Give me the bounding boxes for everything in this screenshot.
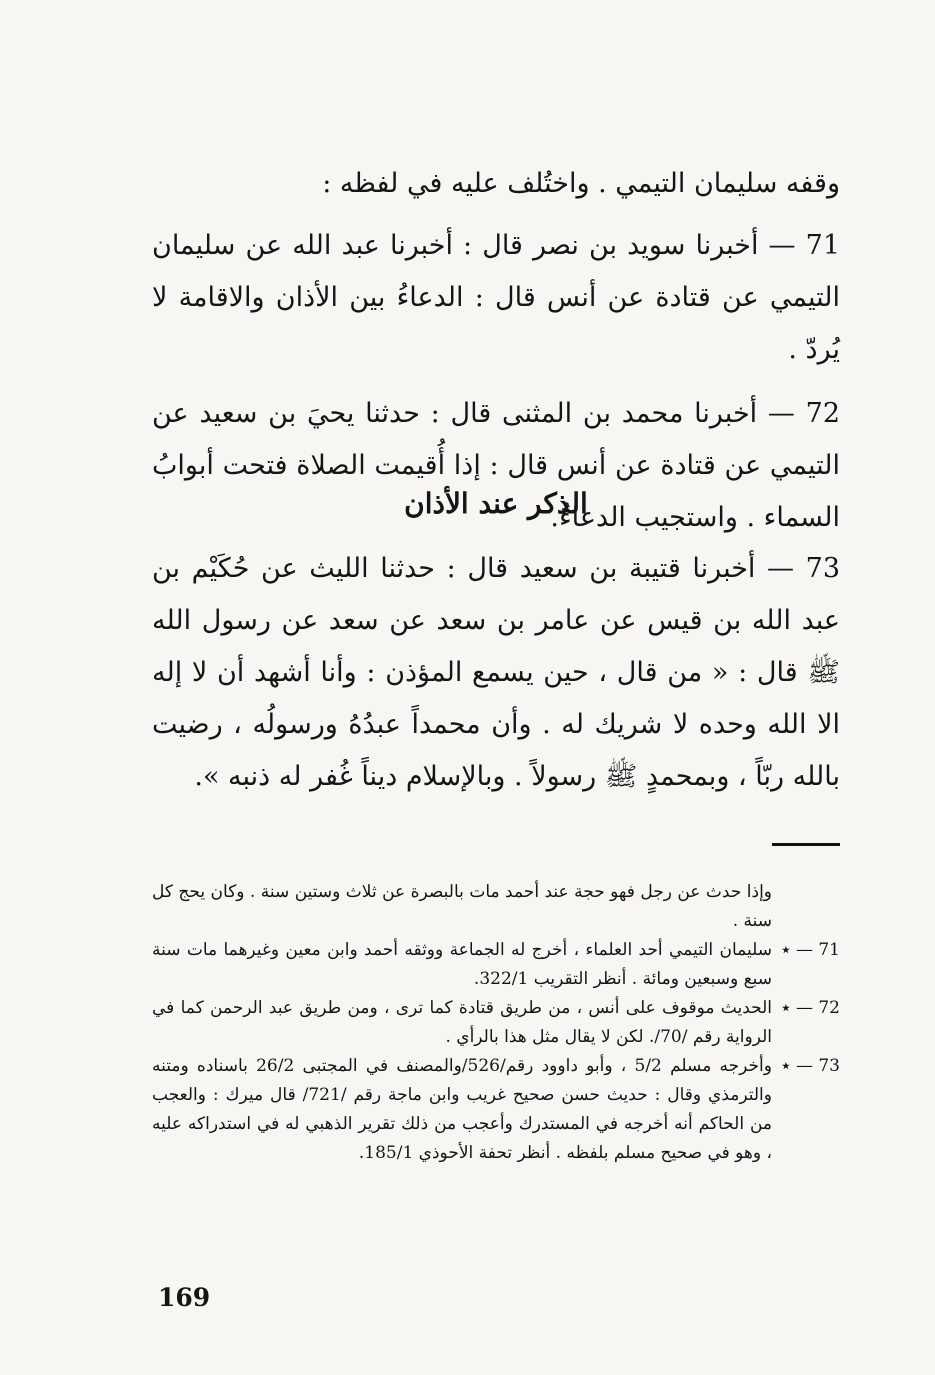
intro-line: وقفه سليمان التيمي . واختُلف عليه في لفظه :: [322, 168, 840, 199]
footnote-text: الحديث موقوف على أنس ، من طريق قتادة كما ترى ، ومن طريق عبد الرحمن كما في الرواية رقم /70/. لكن لا يقال مثل هذا بالرأي .: [152, 998, 772, 1047]
footnote-73: [152, 1052, 840, 1168]
section-heading: الذكر عند الأذان: [404, 487, 588, 520]
hadith-73: 73 — أخبرنا قتيبة بن سعيد قال : حدثنا الليث عن حُكَيْم بن عبد الله بن قيس عن عامر بن سعد عن سعد عن رسول الله ﷺ قال : « من قال ، حين يسمع المؤذن : وأنا أشهد أن لا إله الا الله وحده لا شريك له . وأن محمداً عبدُهُ ورسولُه ، رضيت بالله ربّاً ، وبمحمدٍ ﷺ رسولاً . وبالإسلام ديناً غُفر له ذنبه ».: [152, 553, 840, 792]
footnote-71: [152, 936, 840, 994]
page-number: 169: [158, 1283, 211, 1312]
hadith-71: 71 — أخبرنا سويد بن نصر قال : أخبرنا عبد الله عن سليمان التيمي عن قتادة عن أنس قال : الدعاءُ بين الأذان والاقامة لا يُردّ .: [152, 230, 840, 365]
footnotes: [152, 878, 840, 1168]
main-text-lower: [152, 543, 840, 803]
footnote-text: وأخرجه مسلم 5/2 ، وأبو داوود رقم/526/والمصنف في المجتبى 26/2 باسناده ومتنه والترمذي وقال : حديث حسن صحيح غريب وابن ماجة رقم /721/ قال ميرك : والعجب من الحاكم أنه أخرجه في المستدرك وأعجب من ذلك تقرير الذهبي له في استدراكه عليه ، وهو في صحيح مسلم بلفظه . أنظر تحفة الأحوذي 185/1.: [152, 1056, 772, 1163]
footnote-continuation: وإذا حدث عن رجل فهو حجة عند أحمد مات بالبصرة عن ثلاث وستين سنة . وكان يحج كل سنة .: [152, 882, 772, 931]
footnote-72: [152, 994, 840, 1052]
hadith-72: 72 — أخبرنا محمد بن المثنى قال : حدثنا يحيَ بن سعيد عن التيمي عن قتادة عن أنس قال : إذا أُقيمت الصلاة فتحت أبوابُ السماء . واستجيب الدعاءُ.: [152, 398, 840, 533]
footnote-number: 73 — ٭: [781, 1056, 840, 1076]
footnote-divider: [772, 843, 840, 846]
footnote-number: 71 — ٭: [781, 940, 840, 960]
footnote-number: 72 — ٭: [781, 998, 840, 1018]
footnote-text: سليمان التيمي أحد العلماء ، أخرج له الجماعة ووثقه أحمد وابن معين وغيرهما مات سنة سبع وسبعين ومائة . أنظر التقريب 322/1.: [152, 940, 772, 989]
